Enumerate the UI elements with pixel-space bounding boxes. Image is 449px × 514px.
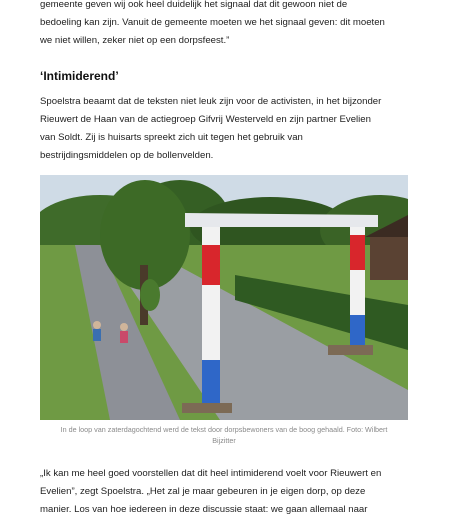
text-line: Evelien”, zegt Spoelstra. „Het zal je maar gebeuren in je eigen dorp, op deze — [40, 486, 366, 497]
caption-line: Bijzitter — [212, 436, 236, 445]
article-photo — [40, 175, 408, 420]
text-line: gemeente geven wij ook heel duidelijk het signaal dat dit gewoon niet de — [40, 0, 348, 10]
caption-line: In de loop van zaterdagochtend werd de tekst door dorpsbewoners van de boog gehaald. Foto: Wilbert — [60, 425, 388, 434]
text-line: „Ik kan me heel goed voorstellen dat dit heel intimiderend voelt voor Rieuwert en — [40, 468, 382, 479]
body-paragraph — [40, 465, 412, 514]
text-line: we niet willen, zeker niet op een dorpsfeest.” — [40, 35, 230, 46]
text-line: bedoeling kan zijn. Vanuit de gemeente moeten we het signaal geven: dit moeten — [40, 17, 385, 28]
text-line: manier. Los van hoe iedereen in deze discussie staat: we gaan allemaal naar — [40, 504, 368, 514]
text-line: van Soldt. Zij is huisarts spreekt zich uit tegen het gebruik van — [40, 132, 303, 143]
section-heading: ‘Intimiderend’ — [40, 69, 119, 83]
text-line: bestrijdingsmiddelen op de bollenvelden. — [40, 150, 214, 161]
text-line: Rieuwert de Haan van de actiegroep Gifvrij Westerveld en zijn partner Evelien — [40, 114, 371, 125]
text-line: Spoelstra beaamt dat de teksten niet leuk zijn voor de activisten, in het bijzonder — [40, 96, 382, 107]
intro-paragraph — [40, 0, 412, 50]
body-paragraph — [40, 93, 412, 165]
photo-caption — [40, 424, 408, 446]
